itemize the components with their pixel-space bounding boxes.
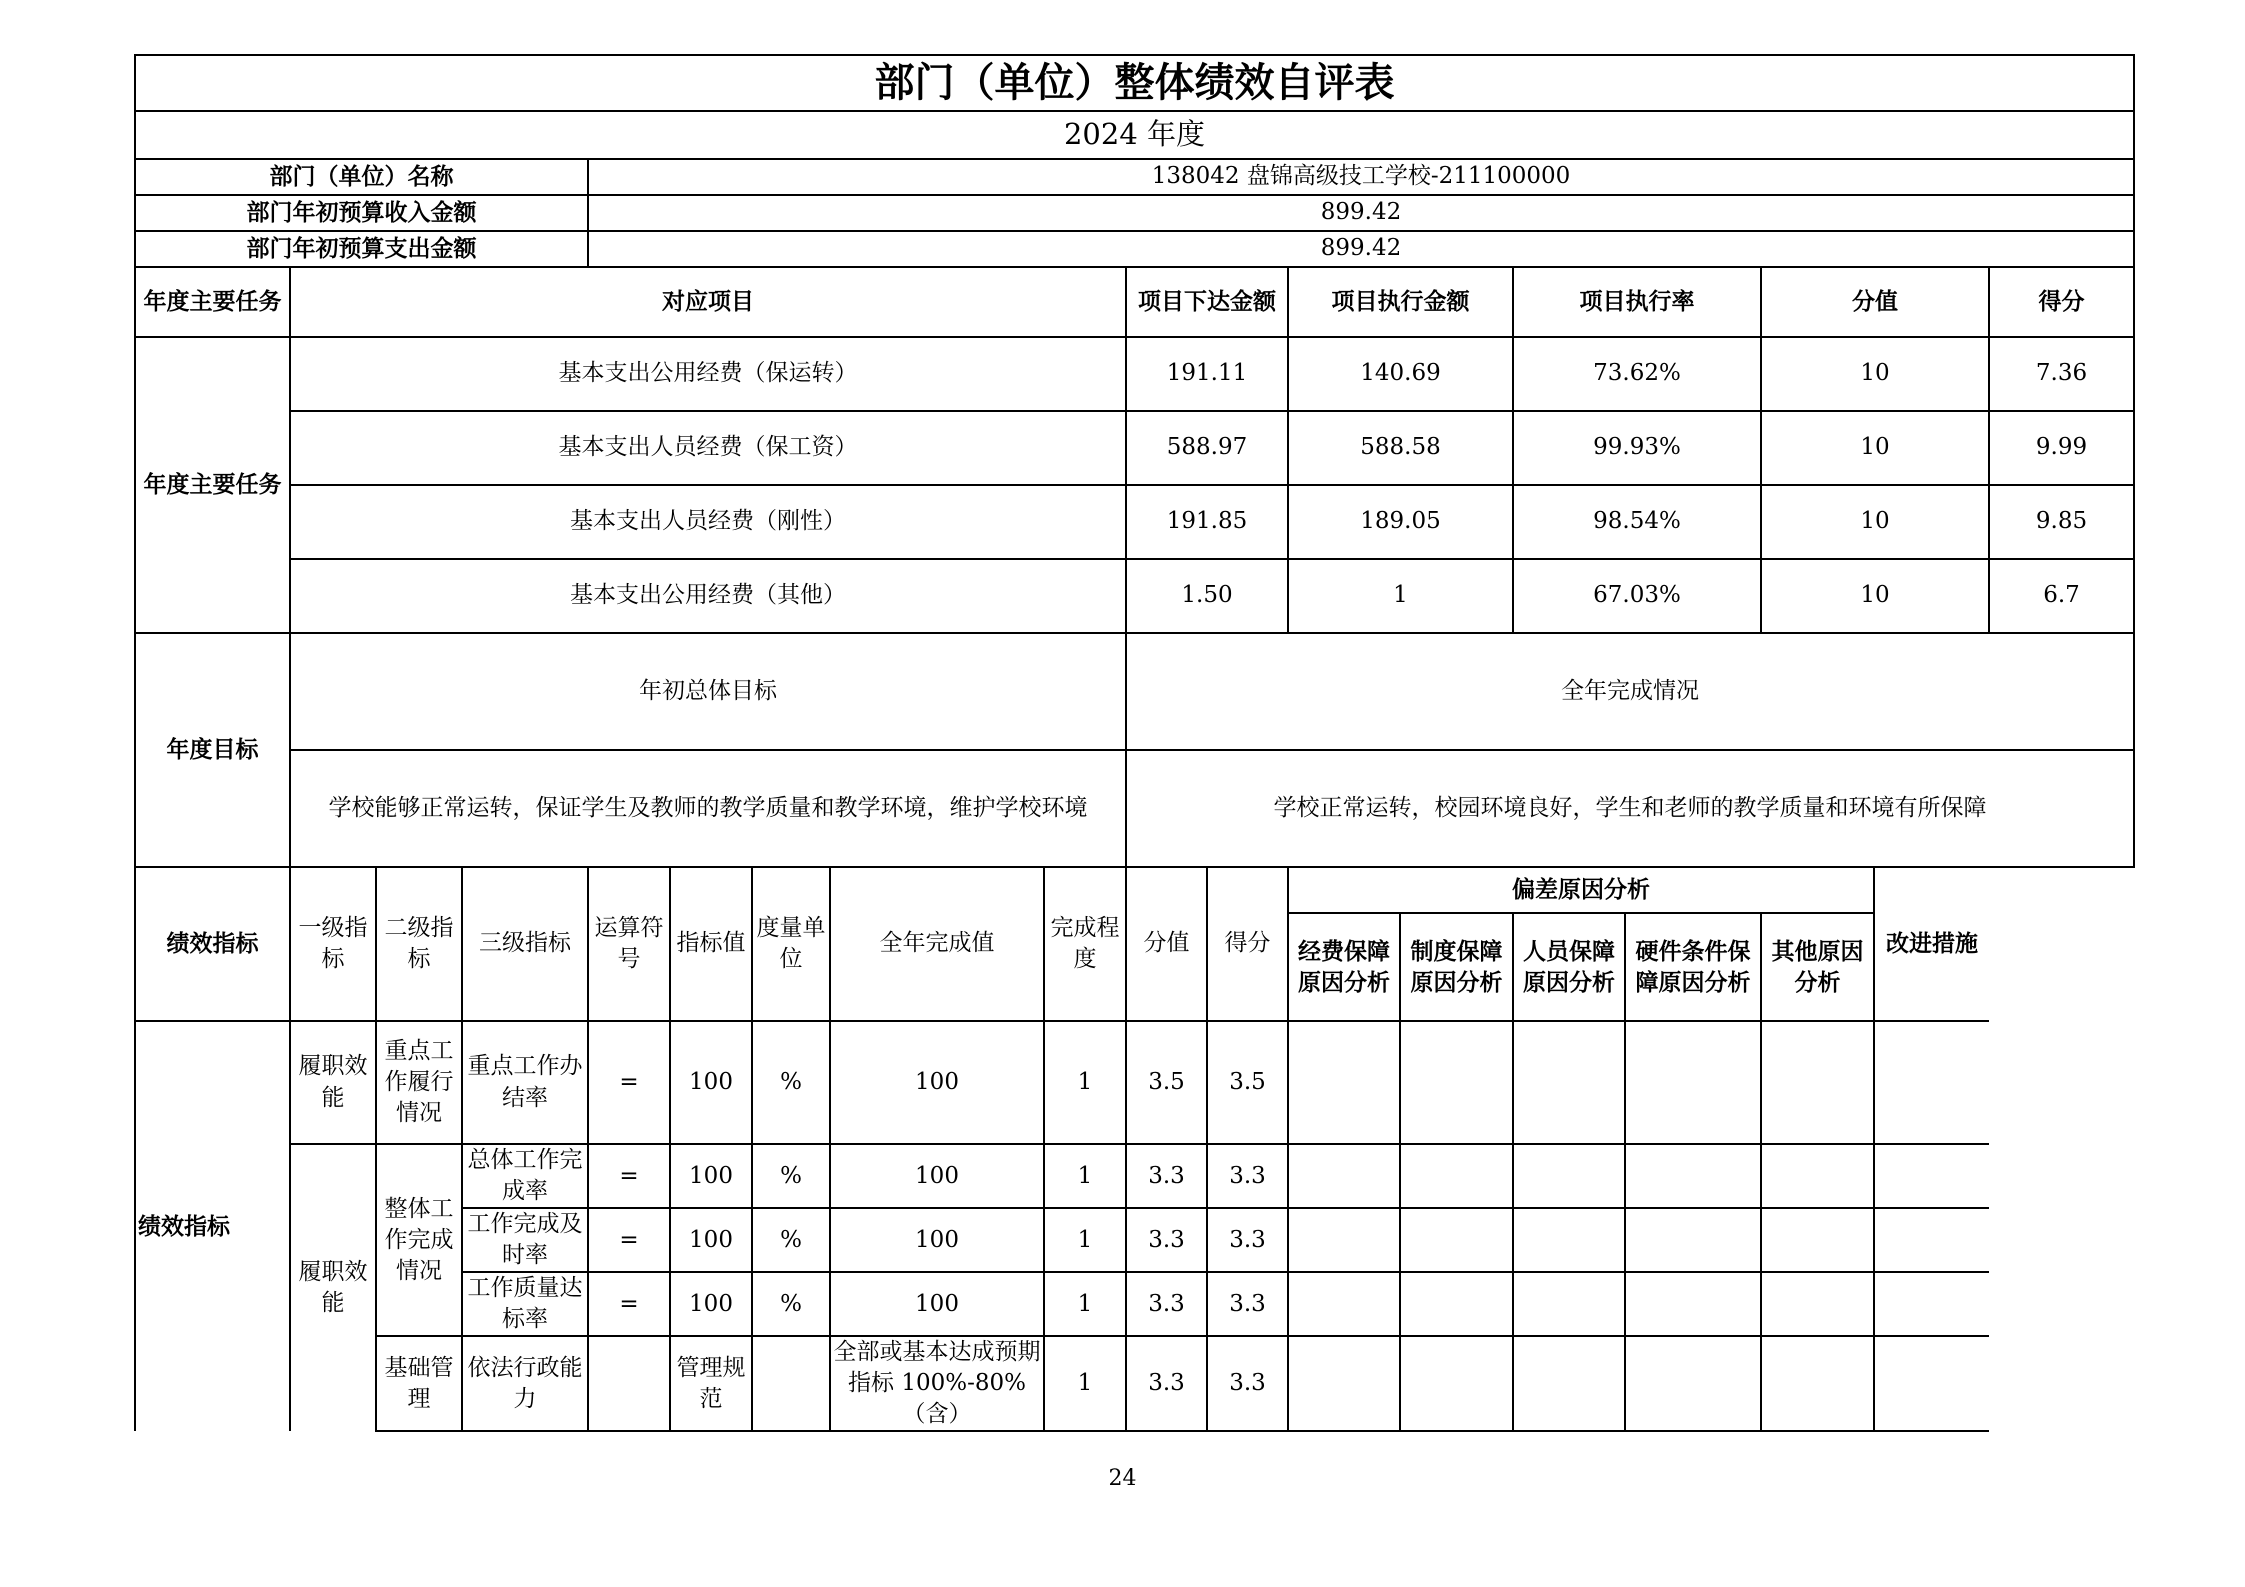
perf-operator: = [588, 1021, 670, 1144]
col-dev-system: 制度保障原因分析 [1400, 913, 1513, 1021]
perf-target: 100 [670, 1144, 752, 1208]
perf-dev-hardware [1625, 1021, 1761, 1144]
task-allocated: 191.11 [1126, 337, 1288, 411]
tasks-group-label: 年度主要任务 [135, 337, 290, 633]
perf-dev-staff [1513, 1144, 1625, 1208]
perf-level1: 履职效能 [290, 1144, 376, 1431]
budget-income-value: 899.42 [588, 195, 2134, 231]
perf-got: 3.3 [1207, 1272, 1288, 1336]
perf-improve [1874, 1272, 1989, 1336]
perf-dev-staff [1513, 1208, 1625, 1272]
perf-degree: 1 [1044, 1336, 1126, 1431]
perf-dev-staff [1513, 1021, 1625, 1144]
perf-target: 100 [670, 1272, 752, 1336]
table-row [135, 485, 2134, 559]
perf-dev-fund [1288, 1021, 1400, 1144]
budget-expense-value: 899.42 [588, 231, 2134, 267]
col-unit: 度量单位 [752, 867, 830, 1021]
perf-unit: % [752, 1144, 830, 1208]
task-allocated: 1.50 [1126, 559, 1288, 633]
perf-level3: 总体工作完成率 [462, 1144, 588, 1208]
budget-income-label: 部门年初预算收入金额 [135, 195, 588, 231]
col-operator: 运算符号 [588, 867, 670, 1021]
perf-improve [1874, 1144, 1989, 1208]
perf-header-label: 绩效指标 [135, 867, 290, 1021]
table-row [135, 411, 2134, 485]
task-allocated: 588.97 [1126, 411, 1288, 485]
perf-target: 管理规范 [670, 1336, 752, 1431]
perf-group-label: 绩效指标 [135, 1021, 290, 1431]
col-dev-other: 其他原因分析 [1761, 913, 1874, 1021]
perf-score: 3.3 [1126, 1336, 1207, 1431]
task-executed: 140.69 [1288, 337, 1513, 411]
perf-level3: 依法行政能力 [462, 1336, 588, 1431]
perf-got: 3.5 [1207, 1021, 1288, 1144]
task-got: 7.36 [1989, 337, 2134, 411]
task-score: 10 [1761, 337, 1989, 411]
perf-actual: 100 [830, 1021, 1044, 1144]
perf-improve [1874, 1336, 1989, 1431]
perf-level3: 工作完成及时率 [462, 1208, 588, 1272]
perf-got: 3.3 [1207, 1208, 1288, 1272]
perf-unit: % [752, 1208, 830, 1272]
fiscal-year: 2024 年度 [135, 111, 2134, 159]
task-got: 9.99 [1989, 411, 2134, 485]
perf-level1: 履职效能 [290, 1021, 376, 1144]
perf-unit [752, 1336, 830, 1431]
col-deviation: 偏差原因分析 [1288, 867, 1874, 913]
col-got: 得分 [1989, 267, 2134, 337]
goal-result-header: 全年完成情况 [1126, 633, 2134, 750]
task-item: 基本支出公用经费（保运转） [290, 337, 1126, 411]
task-score: 10 [1761, 485, 1989, 559]
perf-actual: 全部或基本达成预期指标 100%-80%（含） [830, 1336, 1044, 1431]
tasks-header-label: 年度主要任务 [135, 267, 290, 337]
goal-result-text: 学校正常运转，校园环境良好，学生和老师的教学质量和环境有所保障 [1126, 750, 2134, 867]
goal-initial-header: 年初总体目标 [290, 633, 1126, 750]
col-improve: 改进措施 [1874, 867, 1989, 1021]
goals-label: 年度目标 [135, 633, 290, 867]
col-dev-hardware: 硬件条件保障原因分析 [1625, 913, 1761, 1021]
task-executed: 588.58 [1288, 411, 1513, 485]
unit-name-value: 138042 盘锦高级技工学校-211100000 [588, 159, 2134, 195]
task-allocated: 191.85 [1126, 485, 1288, 559]
perf-unit: % [752, 1021, 830, 1144]
table-row [135, 559, 2134, 633]
perf-dev-fund [1288, 1208, 1400, 1272]
col-target: 指标值 [670, 867, 752, 1021]
perf-degree: 1 [1044, 1272, 1126, 1336]
task-executed: 189.05 [1288, 485, 1513, 559]
perf-dev-fund [1288, 1144, 1400, 1208]
perf-dev-fund [1288, 1272, 1400, 1336]
task-got: 9.85 [1989, 485, 2134, 559]
table-row [135, 1021, 2134, 1144]
perf-score: 3.3 [1126, 1208, 1207, 1272]
perf-dev-system [1400, 1272, 1513, 1336]
perf-score: 3.3 [1126, 1144, 1207, 1208]
task-rate: 73.62% [1513, 337, 1761, 411]
perf-operator: = [588, 1208, 670, 1272]
perf-actual: 100 [830, 1272, 1044, 1336]
col-level1: 一级指标 [290, 867, 376, 1021]
perf-dev-system [1400, 1208, 1513, 1272]
perf-actual: 100 [830, 1208, 1044, 1272]
perf-target: 100 [670, 1021, 752, 1144]
col-allocated: 项目下达金额 [1126, 267, 1288, 337]
col-dev-fund: 经费保障原因分析 [1288, 913, 1400, 1021]
perf-dev-hardware [1625, 1272, 1761, 1336]
perf-level2: 重点工作履行情况 [376, 1021, 462, 1144]
perf-operator: = [588, 1272, 670, 1336]
perf-level2: 基础管理 [376, 1336, 462, 1431]
perf-dev-other [1761, 1208, 1874, 1272]
unit-name-label: 部门（单位）名称 [135, 159, 588, 195]
perf-level2: 整体工作完成情况 [376, 1144, 462, 1336]
perf-improve [1874, 1021, 1989, 1144]
task-rate: 98.54% [1513, 485, 1761, 559]
perf-dev-system [1400, 1021, 1513, 1144]
goal-initial-text: 学校能够正常运转，保证学生及教师的教学质量和教学环境，维护学校环境 [290, 750, 1126, 867]
task-got: 6.7 [1989, 559, 2134, 633]
perf-got: 3.3 [1207, 1144, 1288, 1208]
perf-dev-other [1761, 1021, 1874, 1144]
perf-dev-fund [1288, 1336, 1400, 1431]
self-evaluation-table [134, 54, 2135, 1432]
task-rate: 67.03% [1513, 559, 1761, 633]
col-rate: 项目执行率 [1513, 267, 1761, 337]
col-level3: 三级指标 [462, 867, 588, 1021]
col-degree: 完成程度 [1044, 867, 1126, 1021]
perf-degree: 1 [1044, 1021, 1126, 1144]
perf-score: 3.3 [1126, 1272, 1207, 1336]
perf-degree: 1 [1044, 1144, 1126, 1208]
table-row [135, 1336, 2134, 1431]
perf-dev-hardware [1625, 1144, 1761, 1208]
perf-actual: 100 [830, 1144, 1044, 1208]
col-actual: 全年完成值 [830, 867, 1044, 1021]
table-row [135, 337, 2134, 411]
col-executed: 项目执行金额 [1288, 267, 1513, 337]
task-item: 基本支出公用经费（其他） [290, 559, 1126, 633]
perf-target: 100 [670, 1208, 752, 1272]
table-row [135, 1144, 2134, 1208]
perf-dev-staff [1513, 1336, 1625, 1431]
perf-dev-hardware [1625, 1208, 1761, 1272]
col-dev-staff: 人员保障原因分析 [1513, 913, 1625, 1021]
task-item: 基本支出人员经费（刚性） [290, 485, 1126, 559]
perf-score: 3.5 [1126, 1021, 1207, 1144]
perf-level3: 重点工作办结率 [462, 1021, 588, 1144]
task-rate: 99.93% [1513, 411, 1761, 485]
perf-unit: % [752, 1272, 830, 1336]
col-level2: 二级指标 [376, 867, 462, 1021]
task-score: 10 [1761, 559, 1989, 633]
perf-dev-other [1761, 1336, 1874, 1431]
perf-dev-system [1400, 1336, 1513, 1431]
col-item: 对应项目 [290, 267, 1126, 337]
perf-dev-staff [1513, 1272, 1625, 1336]
page-number: 24 [1108, 1466, 1137, 1491]
perf-level3: 工作质量达标率 [462, 1272, 588, 1336]
perf-dev-hardware [1625, 1336, 1761, 1431]
perf-operator: = [588, 1144, 670, 1208]
perf-operator [588, 1336, 670, 1431]
perf-dev-other [1761, 1144, 1874, 1208]
col-perf-got: 得分 [1207, 867, 1288, 1021]
task-item: 基本支出人员经费（保工资） [290, 411, 1126, 485]
col-score: 分值 [1761, 267, 1989, 337]
table-title: 部门（单位）整体绩效自评表 [135, 55, 2134, 111]
perf-dev-system [1400, 1144, 1513, 1208]
col-perf-score: 分值 [1126, 867, 1207, 1021]
budget-expense-label: 部门年初预算支出金额 [135, 231, 588, 267]
perf-dev-other [1761, 1272, 1874, 1336]
task-executed: 1 [1288, 559, 1513, 633]
perf-improve [1874, 1208, 1989, 1272]
task-score: 10 [1761, 411, 1989, 485]
perf-degree: 1 [1044, 1208, 1126, 1272]
perf-got: 3.3 [1207, 1336, 1288, 1431]
